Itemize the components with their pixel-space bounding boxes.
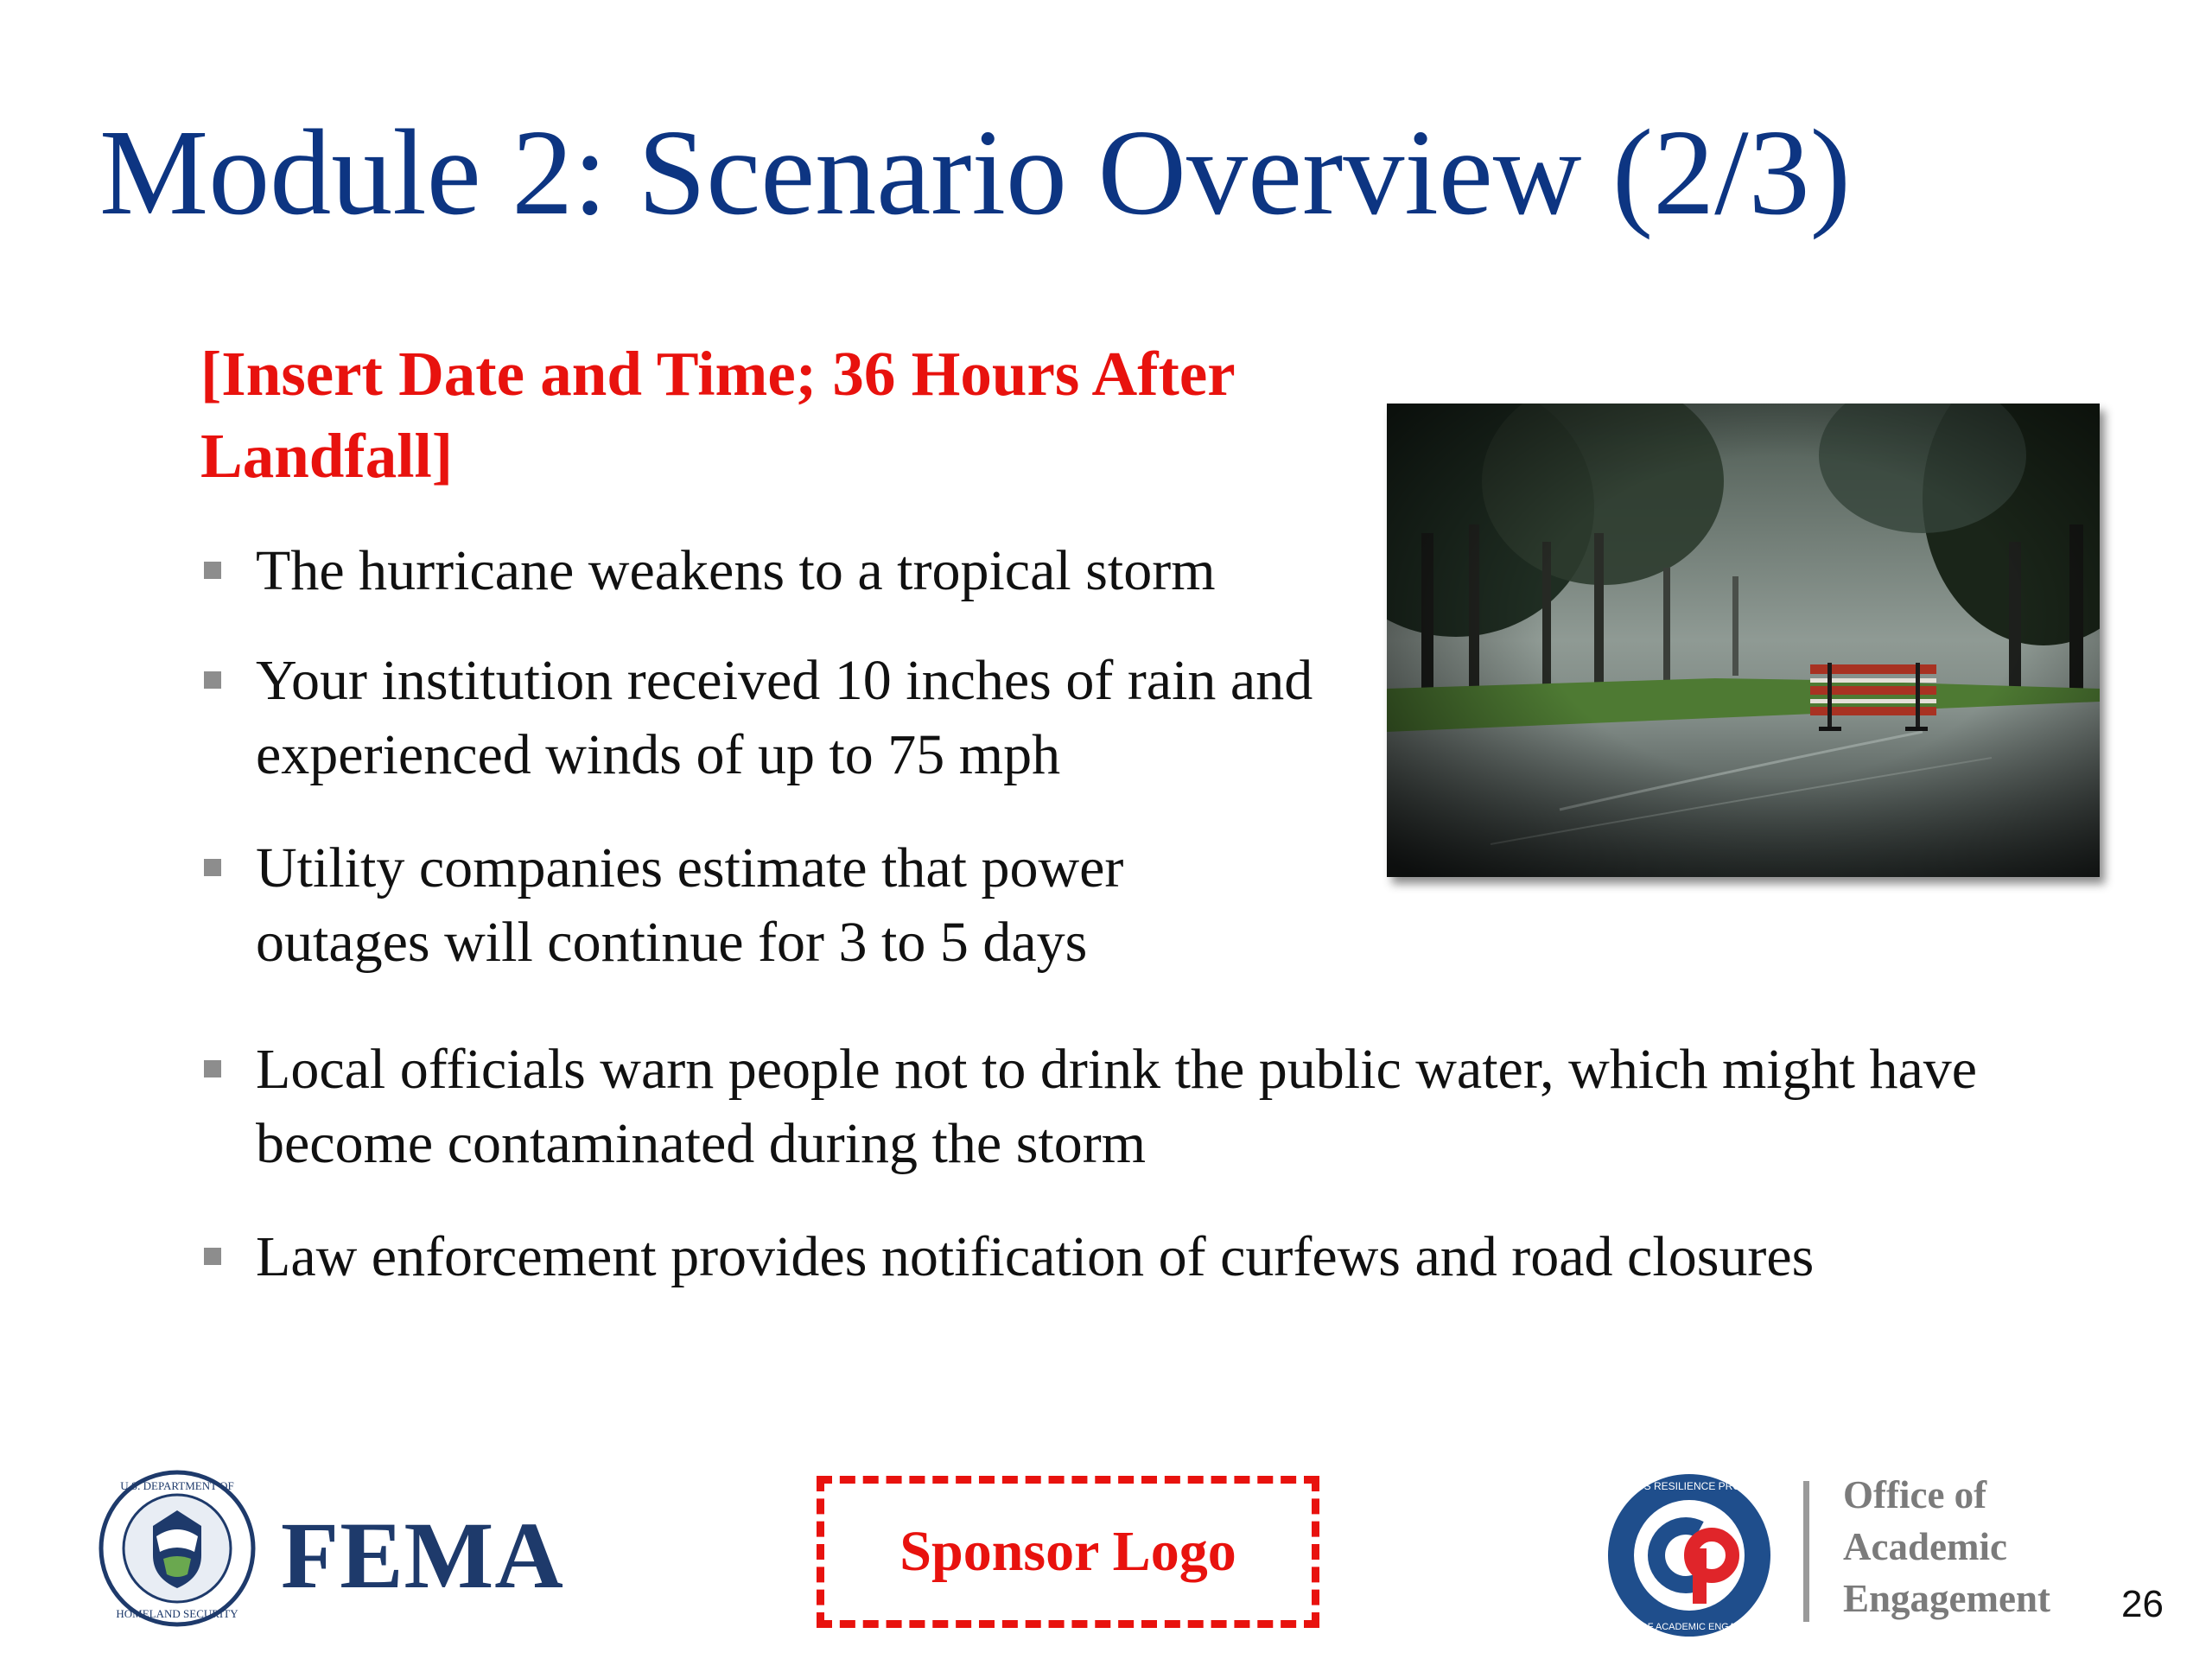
logo-divider <box>1803 1481 1809 1622</box>
sponsor-logo-text: Sponsor Logo <box>899 1520 1236 1583</box>
svg-text:HOMELAND SECURITY: HOMELAND SECURITY <box>116 1607 238 1620</box>
page-number: 26 <box>2121 1583 2164 1625</box>
bullet-item <box>200 1220 2136 1294</box>
bullet-text: Utility companies estimate that power outages will continue for 3 to 5 days <box>256 836 1124 974</box>
svg-text:CAMPUS RESILIENCE PROGRAM: CAMPUS RESILIENCE PROGRAM <box>1606 1480 1772 1492</box>
bullet-text: The hurricane weakens to a tropical storm <box>256 539 1216 602</box>
square-bullet-icon <box>204 1248 221 1265</box>
office-line: Engagement <box>1843 1577 2050 1620</box>
slide-subtitle: [Insert Date and Time; 36 Hours After Landfall] <box>200 339 1235 491</box>
bullet-item <box>200 1033 2136 1181</box>
square-bullet-icon <box>204 671 221 689</box>
svg-text:OFFICE OF ACADEMIC ENGAGEMENT: OFFICE OF ACADEMIC ENGAGEMENT <box>1603 1622 1776 1632</box>
office-of-academic-engagement-text <box>1843 1469 2050 1624</box>
square-bullet-icon <box>204 859 221 876</box>
office-line: Academic <box>1843 1525 2007 1568</box>
slide-title: Module 2: Scenario Overview (2/3) <box>99 104 1851 240</box>
office-line: Office of <box>1843 1473 1987 1516</box>
square-bullet-icon <box>204 1060 221 1077</box>
bullet-text: Law enforcement provides notification of curfews and road closures <box>256 1225 1815 1288</box>
svg-text:U.S. DEPARTMENT OF: U.S. DEPARTMENT OF <box>120 1479 234 1492</box>
sponsor-logo-placeholder <box>817 1476 1319 1628</box>
bullet-item <box>200 644 1358 792</box>
bullet-text: Local officials warn people not to drink the public water, which might have become contaminated during the storm <box>256 1038 1978 1175</box>
dhs-seal-logo <box>98 1469 257 1629</box>
fema-logo-text: FEMA <box>281 1503 564 1608</box>
square-bullet-icon <box>204 562 221 579</box>
bullet-item <box>200 831 1281 980</box>
bullet-text: Your institution received 10 inches of rain and experienced winds of up to 75 mph <box>256 649 1313 786</box>
flooded-park-photo <box>1387 404 2100 877</box>
campus-resilience-program-logo <box>1603 1469 1776 1642</box>
